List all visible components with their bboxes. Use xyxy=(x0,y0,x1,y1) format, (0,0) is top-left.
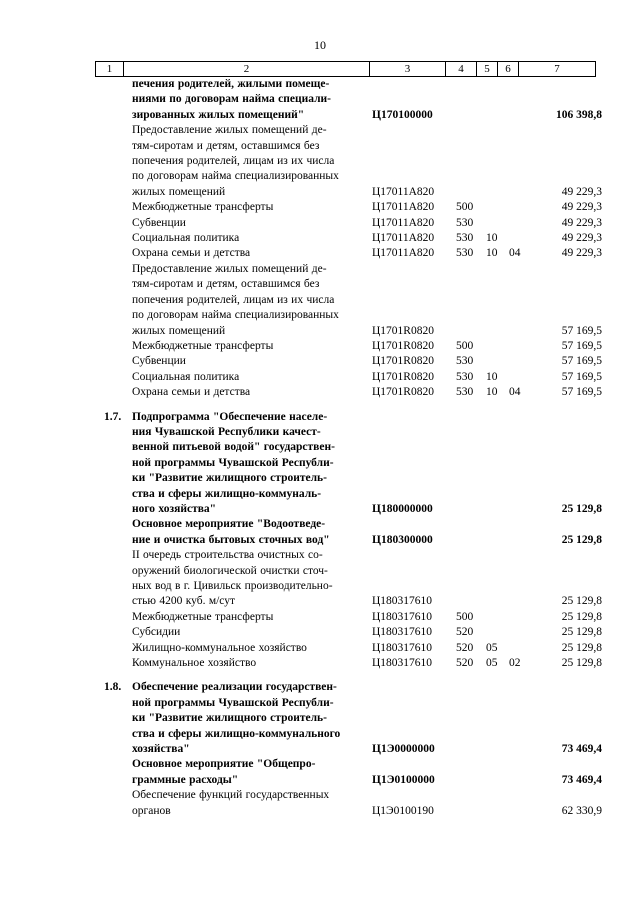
target-article-code: Ц1701R0820 xyxy=(372,324,434,337)
expense-type-code: 500 xyxy=(456,610,474,623)
row-name: печения родителей, жилыми помеще- ниями по договорам найма специали- зированных жилых помещений" xyxy=(132,78,331,121)
subsection-code: 04 xyxy=(509,247,521,260)
target-article-code: Ц17011А820 xyxy=(372,201,435,214)
table-row xyxy=(0,385,640,400)
expense-type-code: 530 xyxy=(456,232,474,245)
target-article-code: Ц180317610 xyxy=(372,626,433,639)
column-header: 1 xyxy=(96,62,124,77)
amount: 49 229,3 xyxy=(561,201,602,214)
table-row xyxy=(0,370,640,385)
target-article-code: Ц1Э0000000 xyxy=(372,743,435,756)
amount: 25 129,8 xyxy=(561,595,602,608)
section-spacer xyxy=(0,671,640,680)
table-row xyxy=(0,410,640,518)
row-name: Жилищно-коммунальное хозяйство xyxy=(132,641,307,654)
target-article-code: Ц180317610 xyxy=(372,657,433,670)
column-header: 2 xyxy=(124,62,370,77)
amount: 25 129,8 xyxy=(561,626,602,639)
expense-type-code: 500 xyxy=(456,339,474,352)
target-article-code: Ц17011А820 xyxy=(372,247,435,260)
table-row xyxy=(0,262,640,339)
row-name: Социальная политика xyxy=(132,370,240,383)
table-row xyxy=(0,231,640,246)
target-article-code: Ц1Э0100190 xyxy=(372,804,434,817)
amount: 49 229,3 xyxy=(561,216,602,229)
target-article-code: Ц1701R0820 xyxy=(372,386,434,399)
column-header: 3 xyxy=(370,62,446,77)
target-article-code: Ц180317610 xyxy=(372,610,433,623)
row-name: Субвенции xyxy=(132,216,186,229)
table-row xyxy=(0,123,640,200)
table-row xyxy=(0,548,640,610)
table-row xyxy=(0,757,640,788)
target-article-code: Ц17011А820 xyxy=(372,232,435,245)
section-number: 1.8. xyxy=(104,681,122,694)
row-name: Обеспечение функций государственных органов xyxy=(132,789,330,817)
row-name: Обеспечение реализации государствен- ной программы Чувашской Республи- ки "Развитие жилищного строитель- ства и сферы жилищно-коммунального хозяйства" xyxy=(132,681,341,756)
target-article-code: Ц17011А820 xyxy=(372,185,435,198)
table-row xyxy=(0,680,640,757)
amount: 57 169,5 xyxy=(561,339,602,352)
expense-type-code: 520 xyxy=(456,657,474,670)
target-article-code: Ц1701R0820 xyxy=(372,339,434,352)
row-name: Основное мероприятие "Общепро- граммные расходы" xyxy=(132,758,316,786)
target-article-code: Ц1701R0820 xyxy=(372,370,434,383)
amount: 25 129,8 xyxy=(561,533,602,546)
table-row xyxy=(0,517,640,548)
amount: 25 129,8 xyxy=(561,641,602,654)
section-code: 10 xyxy=(486,386,498,399)
row-name: Охрана семьи и детства xyxy=(132,386,251,399)
table-row xyxy=(0,625,640,640)
row-name: Социальная политика xyxy=(132,232,240,245)
target-article-code: Ц170100000 xyxy=(372,108,433,121)
expense-type-code: 520 xyxy=(456,626,474,639)
column-header: 6 xyxy=(498,62,519,77)
row-name: Подпрограмма "Обеспечение населе- ния Чувашской Республики качест- венной питьевой водой" государствен- ной программы Чувашской Республи- ки "Развитие жилищного строитель- ства и сферы жилищно-коммуналь- ного хозяйства" xyxy=(132,410,335,515)
amount: 73 469,4 xyxy=(561,743,602,756)
expense-type-code: 500 xyxy=(456,201,474,214)
target-article-code: Ц180000000 xyxy=(372,502,433,515)
amount: 57 169,5 xyxy=(561,386,602,399)
row-name: Предоставление жилых помещений де- тям-сиротам и детям, оставшимся без попечения родителей, лицам из их числа по договорам найма специализированных жилых помещений xyxy=(132,262,339,337)
subsection-code: 04 xyxy=(509,386,521,399)
section-number: 1.7. xyxy=(104,410,122,423)
row-name: Субсидии xyxy=(132,626,181,639)
section-spacer xyxy=(0,401,640,410)
row-name: Предоставление жилых помещений де- тям-сиротам и детям, оставшимся без попечения родителей, лицам из их числа по договорам найма специализированных жилых помещений xyxy=(132,124,339,198)
table-row xyxy=(0,339,640,354)
expense-type-code: 520 xyxy=(456,641,474,654)
column-header: 4 xyxy=(446,62,477,77)
expense-type-code: 530 xyxy=(456,386,474,399)
page-number: 10 xyxy=(314,38,326,52)
section-code: 10 xyxy=(486,232,498,245)
table-row xyxy=(0,200,640,215)
expense-type-code: 530 xyxy=(456,355,474,368)
amount: 25 129,8 xyxy=(561,502,602,515)
section-code: 10 xyxy=(486,370,498,383)
row-name: Основное мероприятие "Водоотведе- ние и очистка бытовых сточных вод" xyxy=(132,518,330,546)
table-row xyxy=(0,216,640,231)
table-row xyxy=(0,610,640,625)
target-article-code: Ц180317610 xyxy=(372,641,433,654)
target-article-code: Ц180317610 xyxy=(372,595,433,608)
table-row xyxy=(0,656,640,671)
column-header-row xyxy=(95,61,596,77)
amount: 57 169,5 xyxy=(561,355,602,368)
row-name: Межбюджетные трансферты xyxy=(132,339,274,352)
section-code: 10 xyxy=(486,247,498,260)
budget-table-body xyxy=(0,77,640,819)
expense-type-code: 530 xyxy=(456,247,474,260)
amount: 57 169,5 xyxy=(561,370,602,383)
subsection-code: 02 xyxy=(509,657,521,670)
table-row xyxy=(0,354,640,369)
amount: 62 330,9 xyxy=(561,804,602,817)
row-name: Межбюджетные трансферты xyxy=(132,610,274,623)
amount: 106 398,8 xyxy=(556,108,602,121)
target-article-code: Ц180300000 xyxy=(372,533,433,546)
amount: 49 229,3 xyxy=(561,232,602,245)
amount: 73 469,4 xyxy=(561,773,602,786)
amount: 25 129,8 xyxy=(561,610,602,623)
target-article-code: Ц17011А820 xyxy=(372,216,435,229)
row-name: II очередь строительства очистных со- оружений биологической очистки сточ- ных вод в г. Цивильск производительно- стью 4200 куб. м/сут xyxy=(132,549,333,608)
section-code: 05 xyxy=(486,641,498,654)
expense-type-code: 530 xyxy=(456,370,474,383)
table-row xyxy=(0,77,640,123)
expense-type-code: 530 xyxy=(456,216,474,229)
table-row xyxy=(0,246,640,261)
target-article-code: Ц1701R0820 xyxy=(372,355,434,368)
target-article-code: Ц1Э0100000 xyxy=(372,773,435,786)
table-row xyxy=(0,641,640,656)
table-row xyxy=(0,788,640,819)
column-header: 7 xyxy=(519,62,596,77)
column-header: 5 xyxy=(477,62,498,77)
row-name: Субвенции xyxy=(132,355,186,368)
amount: 49 229,3 xyxy=(561,185,602,198)
row-name: Межбюджетные трансферты xyxy=(132,201,274,214)
section-code: 05 xyxy=(486,657,498,670)
amount: 25 129,8 xyxy=(561,657,602,670)
amount: 57 169,5 xyxy=(561,324,602,337)
amount: 49 229,3 xyxy=(561,247,602,260)
row-name: Коммунальное хозяйство xyxy=(132,657,257,670)
row-name: Охрана семьи и детства xyxy=(132,247,251,260)
